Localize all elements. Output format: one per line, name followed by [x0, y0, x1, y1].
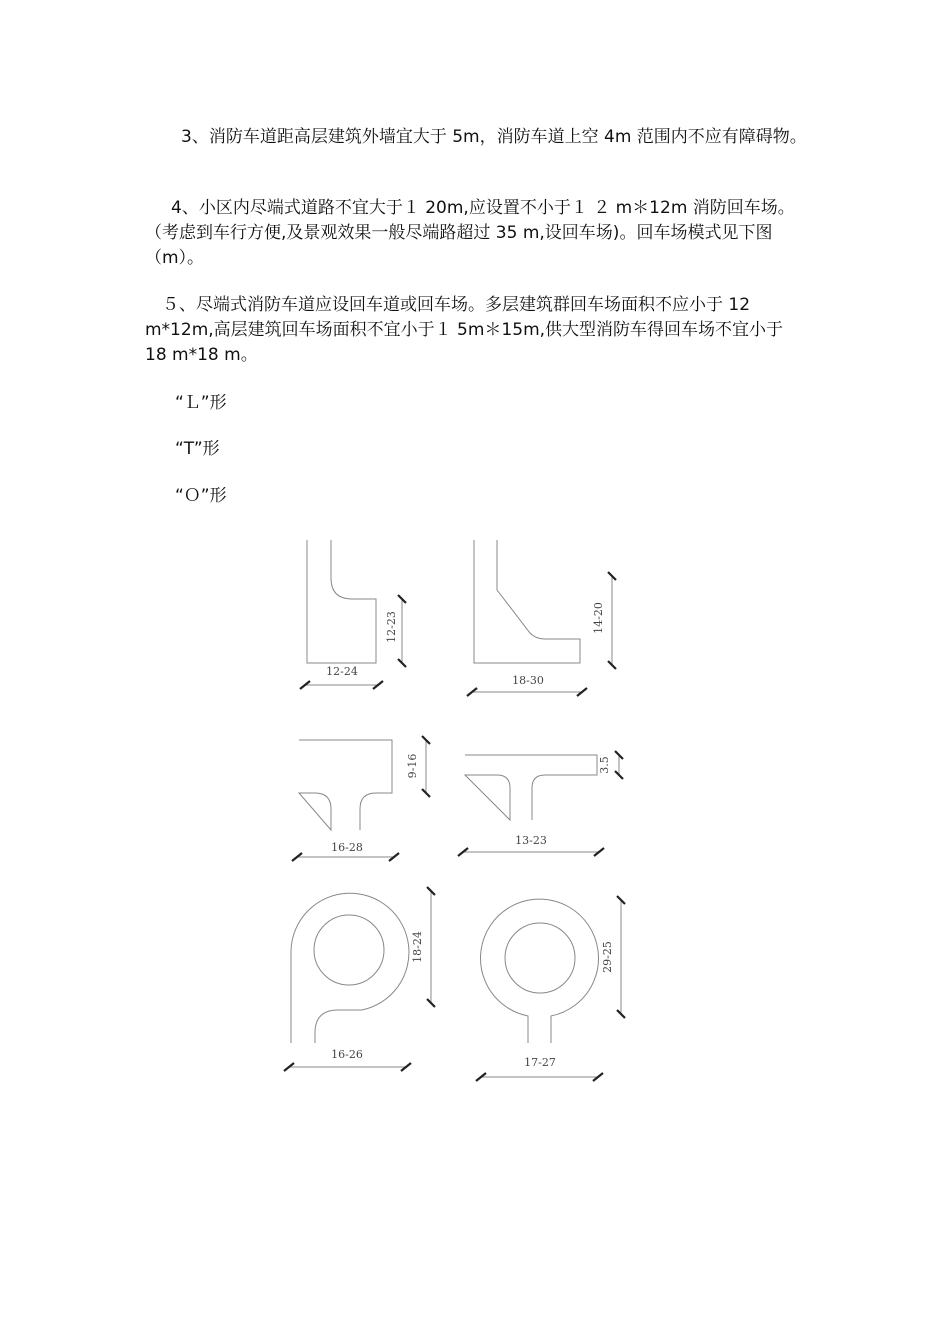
t-shape-height-label: 3.5: [598, 756, 611, 774]
o-right-height-label: 29-25: [601, 941, 614, 973]
chamfer-width-label: 18-30: [512, 674, 544, 687]
o-right-width-label: 17-27: [524, 1056, 556, 1069]
o-right-figure: [476, 896, 625, 1081]
o-left-height-label: 18-24: [411, 931, 424, 963]
rect-t-width-label: 16-28: [331, 841, 363, 854]
t-shape-width-label: 13-23: [515, 834, 547, 847]
turnaround-diagram: [270, 530, 650, 1090]
t-shape-label: “T”形: [175, 439, 220, 459]
paragraph-4: 4、小区内尽端式道路不宜大于１ 20m,应设置不小于１ ２ m＊12m 消防回车场。（考虑到车行方便,及景观效果一般尽端路超过 35 m,设回车场)。回车场模式见下图（m）。: [145, 198, 795, 268]
o-left-figure: [284, 887, 435, 1071]
o-shape-label: “Ｏ”形: [175, 486, 227, 506]
paragraph-3: 3、消防车道距高层建筑外墙宜大于 5m，消防车道上空 4m 范围内不应有障碍物。: [181, 127, 807, 147]
paragraph-5: ５、尽端式消防车道应设回车道或回车场。多层建筑群回车场面积不应小于 12 m*12m,高层建筑回车场面积不宜小于１ 5m＊15m,供大型消防车得回车场不宜小于 18 m*18 m。: [145, 295, 784, 365]
chamfer-height-label: 14-20: [592, 602, 605, 634]
l-shape-height-label: 12-23: [385, 611, 398, 643]
l-shape-width-label: 12-24: [326, 665, 358, 678]
rect-t-height-label: 9-16: [406, 753, 419, 779]
o-left-width-label: 16-26: [331, 1048, 363, 1061]
l-shape-label: “Ｌ”形: [175, 393, 227, 413]
